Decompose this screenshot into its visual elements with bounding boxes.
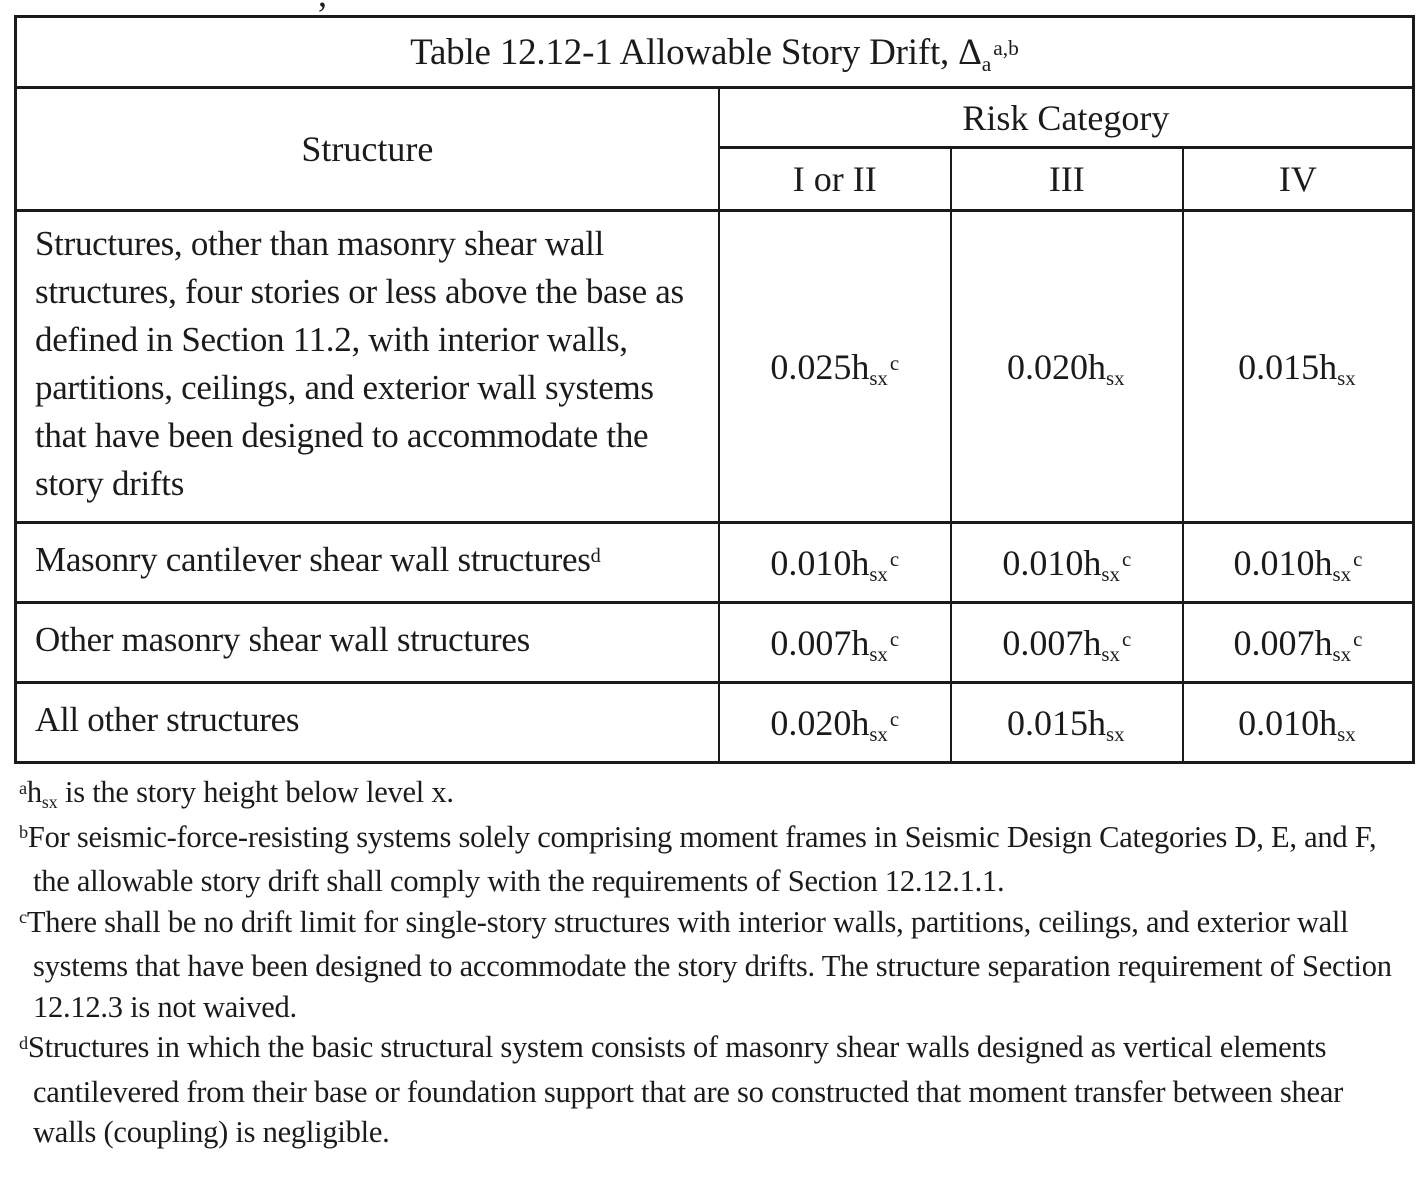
- drift-value-subscript: sx: [869, 366, 888, 391]
- drift-value-base: 0.015h: [1007, 702, 1107, 743]
- drift-value-base: 0.007h: [770, 622, 870, 663]
- column-header-risk-1-2: I or II: [719, 148, 951, 211]
- table-title: [16, 17, 1414, 88]
- footnote-text: There shall be no drift limit for single-story structures with interior walls, partitions, ceilings, and exterior wall systems that have been designed to accommodate the story drifts. The structure separation requirement of Section 12.12.3 is not waived.: [26, 904, 1392, 1024]
- row-label-text: All other structures: [35, 700, 300, 739]
- footnote-text: is the story height below level x.: [57, 775, 454, 809]
- drift-value: [1183, 683, 1414, 763]
- drift-value-subscript: sx: [1337, 366, 1356, 391]
- table-row: [16, 603, 1414, 683]
- drift-value-base: 0.010h: [1002, 542, 1102, 583]
- drift-value: [1183, 211, 1414, 523]
- drift-value-superscript: c: [889, 706, 900, 731]
- drift-value-superscript: c: [1121, 626, 1132, 651]
- drift-value-superscript: c: [1353, 626, 1363, 651]
- footnote-text: For seismic-force-resisting systems solely comprising moment frames in Seismic Design Categories D, E, and F, the allowable story drift shall comply with the requirements of Section 12.12.1.1.: [27, 819, 1377, 898]
- allowable-story-drift-table: [14, 15, 1415, 764]
- row-label-text: Structures, other than masonry shear wall structures, four stories or less above the base as defined in Section 11.2, with interior walls, partitions, ceilings, and exterior wall systems that have been designed to accommodate the story drifts: [35, 224, 684, 503]
- drift-value-base: 0.025h: [770, 346, 870, 387]
- table-row: [16, 211, 1414, 523]
- drift-value: [719, 523, 951, 603]
- footnote-marker: b: [19, 822, 28, 843]
- title-row: [16, 17, 1414, 88]
- table-row: [16, 683, 1414, 763]
- drift-value: [1183, 603, 1414, 683]
- drift-value-superscript: c: [889, 626, 900, 651]
- drift-value-base: 0.010h: [1233, 542, 1333, 583]
- drift-value-subscript: sx: [869, 642, 888, 667]
- drift-value: [719, 603, 951, 683]
- delta-superscript: a,b: [993, 35, 1019, 60]
- drift-value-base: 0.020h: [1007, 346, 1107, 387]
- footnote-symbol-subscript: sx: [41, 791, 58, 812]
- drift-value-subscript: sx: [1101, 562, 1120, 587]
- drift-value-subscript: sx: [1332, 562, 1352, 587]
- drift-value-superscript: c: [889, 350, 900, 375]
- drift-value: [951, 211, 1183, 523]
- footnote-marker: c: [19, 907, 27, 928]
- header-row-risk-category: [16, 88, 1414, 148]
- footnote-marker: d: [19, 1032, 28, 1053]
- row-label-text: Masonry cantilever shear wall structures: [35, 540, 591, 579]
- delta-symbol: Δ: [958, 31, 982, 73]
- footnote-d: [19, 1027, 1405, 1153]
- table-row: [16, 523, 1414, 603]
- footnote-a: [19, 772, 1405, 817]
- row-label-general-structures: [16, 211, 719, 523]
- row-label-other-masonry: [16, 603, 719, 683]
- row-label-masonry-cantilever: [16, 523, 719, 603]
- drift-value-base: 0.010h: [1238, 702, 1338, 743]
- drift-value-subscript: sx: [1106, 366, 1125, 391]
- drift-value-base: 0.007h: [1002, 622, 1102, 663]
- table-title-text: Table 12.12-1 Allowable Story Drift,: [410, 31, 959, 73]
- column-header-risk-4: IV: [1183, 148, 1414, 211]
- drift-value: [719, 683, 951, 763]
- row-label-text: Other masonry shear wall structures: [35, 620, 530, 659]
- drift-value-base: 0.015h: [1238, 346, 1338, 387]
- drift-value-subscript: sx: [869, 722, 888, 747]
- drift-value-base: 0.007h: [1233, 622, 1333, 663]
- drift-value-base: 0.020h: [770, 702, 870, 743]
- column-header-structure: Structure: [16, 88, 719, 211]
- drift-value: [951, 683, 1183, 763]
- drift-value-subscript: sx: [1337, 722, 1356, 747]
- drift-value: [951, 523, 1183, 603]
- footnotes: [19, 772, 1405, 1153]
- column-header-risk-category: Risk Category: [719, 88, 1414, 148]
- drift-value-subscript: sx: [1106, 722, 1125, 747]
- footnote-marker: a: [19, 777, 27, 798]
- drift-value-subscript: sx: [1332, 642, 1352, 667]
- footnote-text: Structures in which the basic structural system consists of masonry shear walls designed as vertical elements cantilevered from their base or foundation support that are so constructed that moment transfer between shear walls (coupling) is negligible.: [27, 1030, 1344, 1149]
- column-header-risk-3: III: [951, 148, 1183, 211]
- drift-value-base: 0.010h: [770, 542, 870, 583]
- footnote-b: [19, 817, 1405, 902]
- drift-value-subscript: sx: [1101, 642, 1120, 667]
- drift-value-superscript: c: [1353, 546, 1363, 571]
- delta-subscript: a: [981, 51, 992, 76]
- footnote-c: [19, 902, 1405, 1028]
- drift-value: [951, 603, 1183, 683]
- drift-value: [719, 211, 951, 523]
- row-label-superscript: d: [590, 545, 601, 568]
- row-label-all-other: [16, 683, 719, 763]
- scan-artifact: [318, 0, 344, 8]
- drift-value: [1183, 523, 1414, 603]
- drift-value-superscript: c: [1121, 546, 1132, 571]
- drift-value-superscript: c: [889, 546, 900, 571]
- drift-value-subscript: sx: [869, 562, 888, 587]
- footnote-symbol: h: [26, 775, 42, 809]
